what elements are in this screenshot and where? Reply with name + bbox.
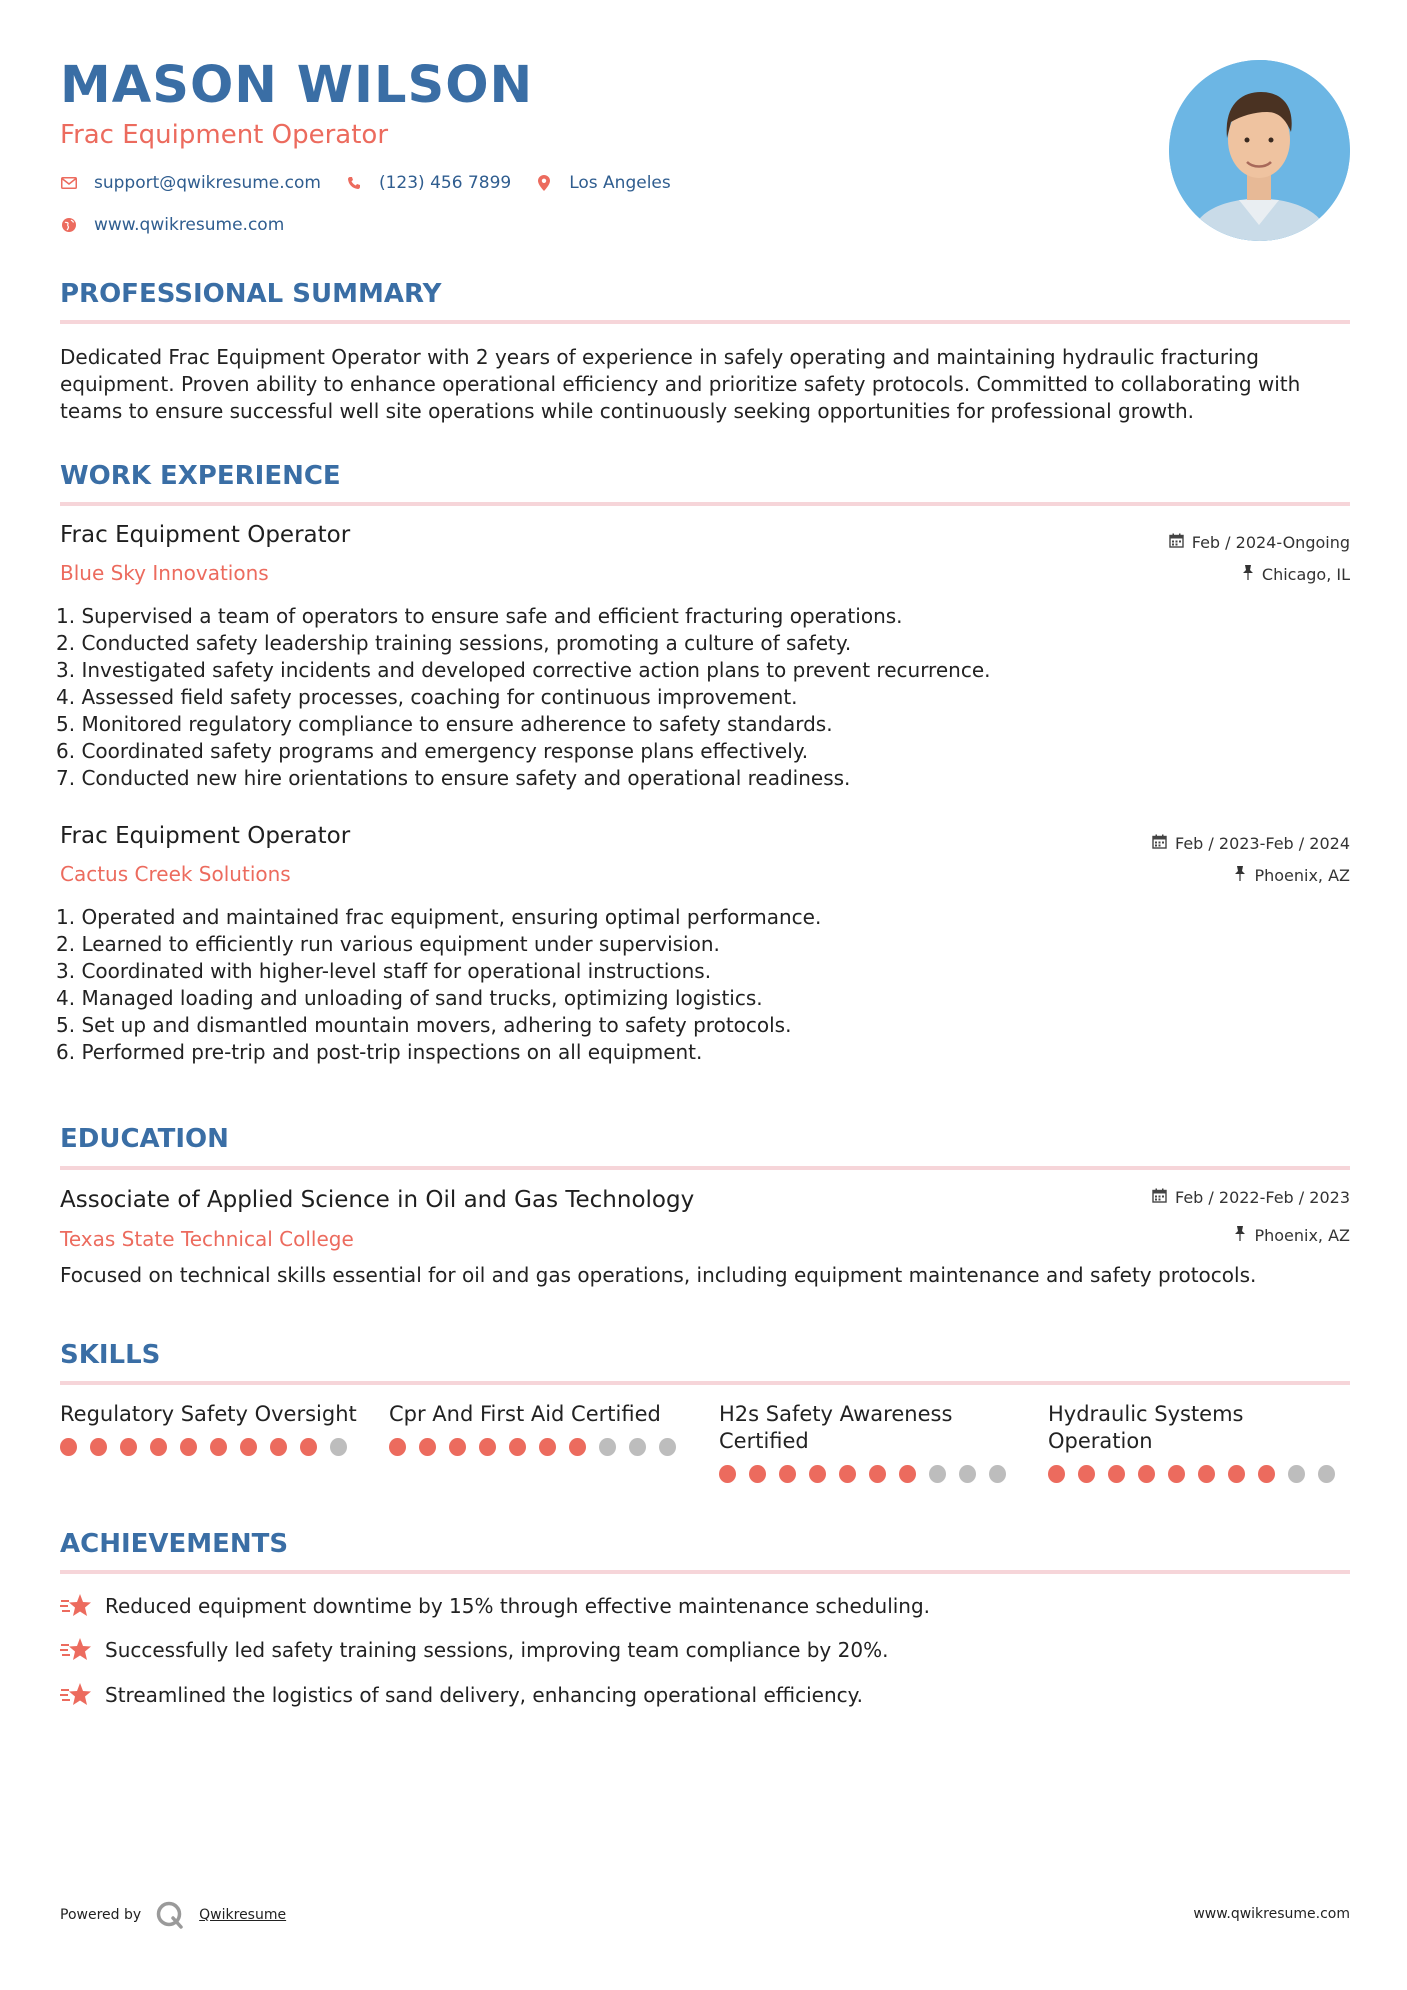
pushpin-icon bbox=[1234, 866, 1246, 885]
rating-dot-filled bbox=[479, 1438, 496, 1456]
education-dates bbox=[1152, 1188, 1350, 1207]
job-dates-text: Feb / 2023-Feb / 2024 bbox=[1175, 834, 1350, 853]
education-location-text: Phoenix, AZ bbox=[1254, 1226, 1350, 1245]
rating-dot-filled bbox=[719, 1465, 736, 1483]
education-divider bbox=[60, 1166, 1350, 1170]
summary-divider bbox=[60, 320, 1350, 324]
rating-dot-filled bbox=[449, 1438, 466, 1456]
pushpin-icon bbox=[1242, 565, 1254, 584]
rating-dot-empty bbox=[659, 1438, 676, 1456]
education-description: Focused on technical skills essential for oil and gas operations, including equipment maintenance and safety protocols. bbox=[60, 1263, 1257, 1287]
rating-dot-filled bbox=[270, 1438, 287, 1456]
rating-dot-filled bbox=[749, 1465, 766, 1483]
contact-row-primary bbox=[60, 171, 695, 195]
list-item: 2. Conducted safety leadership training sessions, promoting a culture of safety. bbox=[56, 631, 852, 655]
pushpin-icon bbox=[1234, 1226, 1246, 1245]
job-title: Frac Equipment Operator bbox=[60, 522, 351, 548]
candidate-name: MASON WILSON bbox=[60, 56, 534, 115]
rating-dot-filled bbox=[1108, 1465, 1125, 1483]
achievement-item bbox=[60, 1592, 930, 1620]
rating-dot-filled bbox=[809, 1465, 826, 1483]
list-item: 5. Monitored regulatory compliance to ensure adherence to safety standards. bbox=[56, 712, 833, 736]
rating-dot-empty bbox=[1318, 1465, 1335, 1483]
rating-dot-filled bbox=[899, 1465, 916, 1483]
list-item: 7. Conducted new hire orientations to ensure safety and operational readiness. bbox=[56, 766, 851, 790]
list-item: 3. Coordinated with higher-level staff for operational instructions. bbox=[56, 959, 712, 983]
education-dates-text: Feb / 2022-Feb / 2023 bbox=[1175, 1188, 1350, 1207]
skill-name: Regulatory Safety Oversight bbox=[60, 1402, 357, 1426]
achievements-heading: ACHIEVEMENTS bbox=[60, 1529, 289, 1559]
school-name: Texas State Technical College bbox=[60, 1227, 354, 1251]
rating-dot-filled bbox=[1198, 1465, 1215, 1483]
job-location-text: Phoenix, AZ bbox=[1254, 866, 1350, 885]
website-link[interactable]: www.qwikresume.com bbox=[94, 215, 285, 235]
list-item: 6. Performed pre-trip and post-trip inspections on all equipment. bbox=[56, 1040, 703, 1064]
rating-dot-filled bbox=[1228, 1465, 1245, 1483]
skill-name: H2s Safety Awareness Certified bbox=[719, 1402, 953, 1453]
rating-dot-filled bbox=[210, 1438, 227, 1456]
degree-title: Associate of Applied Science in Oil and Gas Technology bbox=[60, 1187, 695, 1213]
rating-dot-filled bbox=[389, 1438, 406, 1456]
skill-rating bbox=[719, 1465, 1019, 1483]
job-location bbox=[1234, 866, 1350, 885]
skill-item bbox=[60, 1401, 360, 1456]
rating-dot-filled bbox=[1138, 1465, 1155, 1483]
powered-by-label: Powered by bbox=[60, 1907, 142, 1923]
skill-item bbox=[1048, 1401, 1348, 1483]
rating-dot-filled bbox=[90, 1438, 107, 1456]
list-item: 1. Supervised a team of operators to ensure safe and efficient fracturing operations. bbox=[56, 604, 903, 628]
qwikresume-logo-icon bbox=[155, 1900, 185, 1930]
phone-number[interactable]: (123) 456 7899 bbox=[378, 173, 512, 193]
rating-dot-filled bbox=[569, 1438, 586, 1456]
education-heading: EDUCATION bbox=[60, 1124, 229, 1154]
calendar-icon bbox=[1169, 533, 1184, 552]
rating-dot-filled bbox=[539, 1438, 556, 1456]
footer-site[interactable]: www.qwikresume.com bbox=[1193, 1906, 1350, 1922]
globe-icon bbox=[60, 216, 78, 234]
phone-icon bbox=[345, 174, 363, 192]
rating-dot-filled bbox=[1048, 1465, 1065, 1483]
job-location bbox=[1242, 565, 1350, 584]
achievement-text: Streamlined the logistics of sand delivery, enhancing operational efficiency. bbox=[105, 1683, 863, 1707]
company-name: Blue Sky Innovations bbox=[60, 561, 269, 585]
list-item: 4. Managed loading and unloading of sand trucks, optimizing logistics. bbox=[56, 986, 763, 1010]
rating-dot-filled bbox=[419, 1438, 436, 1456]
achievement-text: Successfully led safety training sessions, improving team compliance by 20%. bbox=[105, 1638, 889, 1662]
footer-powered-by bbox=[60, 1900, 286, 1930]
rating-dot-empty bbox=[959, 1465, 976, 1483]
rating-dot-empty bbox=[629, 1438, 646, 1456]
job-bullets bbox=[56, 603, 1346, 792]
achievement-item bbox=[60, 1636, 888, 1664]
email-link[interactable]: support@qwikresume.com bbox=[94, 173, 321, 193]
list-item: 3. Investigated safety incidents and developed corrective action plans to prevent recurrence. bbox=[56, 658, 991, 682]
skills-divider bbox=[60, 1381, 1350, 1385]
job-dates bbox=[1152, 834, 1350, 853]
list-item: 2. Learned to efficiently run various equipment under supervision. bbox=[56, 932, 720, 956]
skill-name: Cpr And First Aid Certified bbox=[389, 1402, 661, 1426]
calendar-icon bbox=[1152, 1188, 1167, 1207]
achievement-item bbox=[60, 1681, 863, 1709]
profile-photo bbox=[1169, 60, 1350, 241]
rating-dot-filled bbox=[60, 1438, 77, 1456]
rating-dot-filled bbox=[180, 1438, 197, 1456]
rating-dot-filled bbox=[779, 1465, 796, 1483]
map-pin-icon bbox=[535, 174, 553, 192]
skill-rating bbox=[60, 1438, 360, 1456]
job-bullets bbox=[56, 904, 1346, 1066]
job-dates bbox=[1169, 533, 1350, 552]
calendar-icon bbox=[1152, 834, 1167, 853]
rating-dot-filled bbox=[150, 1438, 167, 1456]
experience-divider bbox=[60, 502, 1350, 506]
list-item: 5. Set up and dismantled mountain movers, adhering to safety protocols. bbox=[56, 1013, 792, 1037]
location-text: Los Angeles bbox=[569, 173, 671, 193]
company-name: Cactus Creek Solutions bbox=[60, 862, 291, 886]
achievement-text: Reduced equipment downtime by 15% through effective maintenance scheduling. bbox=[105, 1594, 931, 1618]
skill-rating bbox=[1048, 1465, 1348, 1483]
rating-dot-empty bbox=[989, 1465, 1006, 1483]
achievements-divider bbox=[60, 1570, 1350, 1574]
skill-rating bbox=[389, 1438, 689, 1456]
list-item: 1. Operated and maintained frac equipment, ensuring optimal performance. bbox=[56, 905, 822, 929]
list-item: 6. Coordinated safety programs and emergency response plans effectively. bbox=[56, 739, 809, 763]
candidate-role: Frac Equipment Operator bbox=[60, 120, 389, 150]
summary-text: Dedicated Frac Equipment Operator with 2 years of experience in safely operating and maintaining hydraulic fracturing equipment. Proven ability to enhance operational efficiency and prioritize safety protocols. Committed to collaborating with teams to ensure successful well site operations while continuously seeking opportunities for professional growth. bbox=[60, 345, 1301, 423]
rating-dot-filled bbox=[1078, 1465, 1095, 1483]
brand-link[interactable]: Qwikresume bbox=[199, 1907, 287, 1923]
rating-dot-filled bbox=[120, 1438, 137, 1456]
summary-heading: PROFESSIONAL SUMMARY bbox=[60, 279, 442, 309]
skills-heading: SKILLS bbox=[60, 1340, 161, 1370]
skill-item bbox=[389, 1401, 689, 1456]
skill-item bbox=[719, 1401, 1019, 1483]
job-dates-text: Feb / 2024-Ongoing bbox=[1191, 533, 1350, 552]
job-title: Frac Equipment Operator bbox=[60, 823, 351, 849]
rating-dot-filled bbox=[839, 1465, 856, 1483]
experience-heading: WORK EXPERIENCE bbox=[60, 461, 341, 491]
list-item: 4. Assessed field safety processes, coaching for continuous improvement. bbox=[56, 685, 798, 709]
envelope-icon bbox=[60, 174, 78, 192]
rating-dot-empty bbox=[330, 1438, 347, 1456]
skill-name: Hydraulic Systems Operation bbox=[1048, 1402, 1244, 1453]
star-icon bbox=[60, 1592, 92, 1620]
rating-dot-filled bbox=[1168, 1465, 1185, 1483]
rating-dot-filled bbox=[1258, 1465, 1275, 1483]
rating-dot-empty bbox=[1288, 1465, 1305, 1483]
rating-dot-empty bbox=[599, 1438, 616, 1456]
rating-dot-empty bbox=[929, 1465, 946, 1483]
job-location-text: Chicago, IL bbox=[1261, 565, 1350, 584]
rating-dot-filled bbox=[869, 1465, 886, 1483]
rating-dot-filled bbox=[300, 1438, 317, 1456]
star-icon bbox=[60, 1636, 92, 1664]
rating-dot-filled bbox=[509, 1438, 526, 1456]
rating-dot-filled bbox=[240, 1438, 257, 1456]
contact-row-secondary bbox=[60, 213, 308, 237]
star-icon bbox=[60, 1681, 92, 1709]
education-location bbox=[1234, 1226, 1350, 1245]
